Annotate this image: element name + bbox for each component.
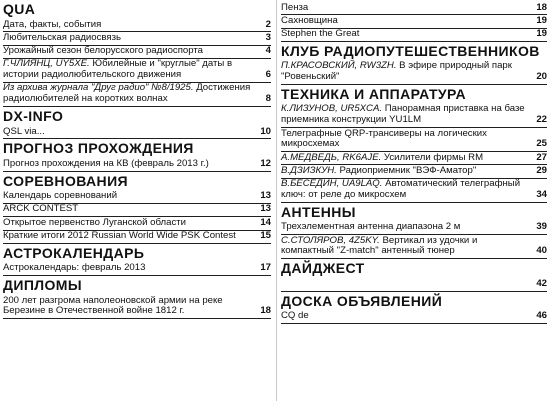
page-number: 19	[536, 14, 547, 26]
toc-entry[interactable]	[281, 152, 547, 165]
page-number: 14	[260, 216, 271, 228]
entry-text: Сахновщина	[281, 14, 338, 26]
toc-entry[interactable]	[3, 263, 271, 276]
page-number: 18	[260, 305, 271, 317]
entry-text: QSL via...	[3, 125, 45, 137]
section-title: СОРЕВНОВАНИЯ	[3, 172, 128, 189]
page-number: 2	[265, 18, 271, 30]
entry-text: В эфире природный парк "Ровеньский"	[281, 60, 512, 83]
toc-section	[281, 42, 547, 85]
entry-text: Календарь соревнований	[3, 190, 118, 202]
entry-text: Дата, факты, события	[3, 18, 102, 30]
page-number: 17	[260, 262, 271, 274]
toc-section	[3, 0, 271, 107]
toc-entry[interactable]	[3, 191, 271, 204]
section-title: DX-INFO	[3, 108, 64, 125]
toc-entry[interactable]	[3, 19, 271, 32]
entry-title	[3, 33, 253, 44]
page-number: 8	[265, 93, 271, 105]
entry-author: С.СТОЛЯРОВ, 4Z5KY.	[281, 234, 380, 246]
toc-section	[3, 139, 271, 171]
toc-entry[interactable]	[3, 83, 271, 107]
entry-text: Достижения радиолюбителей на коротких волнах	[3, 82, 251, 105]
toc-entry[interactable]	[3, 126, 271, 139]
entry-text: Астрокалендарь: февраль 2013	[3, 262, 146, 274]
entry-text: Stephen the Great	[281, 28, 360, 40]
entry-title	[281, 222, 529, 233]
entry-text: Трехэлементная антенна диапазона 2 м	[281, 221, 461, 233]
entry-text: Усилители фирмы RM	[381, 151, 484, 163]
section-title: ДИПЛОМЫ	[3, 277, 82, 294]
entry-text: ARCK CONTEST	[3, 203, 79, 215]
page-number: 27	[536, 151, 547, 163]
toc-section	[281, 0, 547, 42]
toc-entry[interactable]	[281, 235, 547, 259]
entry-title	[3, 191, 253, 202]
section-title: ПРОГНОЗ ПРОХОЖДЕНИЯ	[3, 140, 194, 157]
entry-text: Телеграфные QRP-трансиверы на логических микросхемах	[281, 127, 487, 150]
entry-author: В.ДЗИЗКУН.	[281, 164, 337, 176]
section-title: ДАЙДЖЕСТ	[281, 260, 365, 277]
toc-entry[interactable]	[3, 204, 271, 217]
toc-entry[interactable]	[281, 104, 547, 128]
page-number: 3	[265, 31, 271, 43]
toc-section	[281, 292, 547, 324]
page-number: 12	[260, 157, 271, 169]
entry-title	[3, 46, 253, 57]
entry-title	[3, 59, 253, 81]
page-number: 42	[536, 277, 547, 289]
toc-entry[interactable]	[281, 29, 547, 42]
entry-text: Вертикал из удочки и компактный "Z-match" антенный тюнер	[281, 234, 478, 257]
toc-entry[interactable]	[281, 179, 547, 203]
toc-entry[interactable]	[281, 128, 547, 152]
entry-text: Радиоприемник "ВЭФ-Аматор"	[336, 164, 477, 176]
entry-text: Юбилейные и "круглые" даты в истории радиолюбительского движения	[3, 58, 233, 81]
entry-title	[281, 236, 529, 258]
toc-entry[interactable]	[3, 231, 271, 244]
entry-text: Любительская радиосвязь	[3, 31, 121, 43]
entry-author: В.БЕСЕДИН, UA9LAQ.	[281, 178, 383, 190]
entry-title	[3, 218, 253, 229]
toc-entry[interactable]	[281, 311, 547, 324]
page-number: 40	[536, 245, 547, 257]
column-divider	[276, 0, 277, 401]
page-number: 6	[265, 69, 271, 81]
entry-title	[3, 296, 253, 318]
page-number: 13	[260, 203, 271, 215]
section-title: QUA	[3, 1, 36, 17]
page-number: 22	[536, 114, 547, 126]
entry-title	[3, 231, 253, 242]
entry-title	[281, 311, 529, 322]
entry-title	[281, 129, 529, 151]
toc-left-column	[3, 0, 271, 319]
entry-title	[281, 153, 529, 164]
page-number: 15	[260, 230, 271, 242]
entry-title	[281, 29, 529, 40]
entry-author: А.МЕДВЕДЬ, RK6AJE.	[281, 151, 382, 163]
entry-title	[281, 104, 529, 126]
section-title: ТЕХНИКА И АППАРАТУРА	[281, 85, 467, 102]
toc-entry[interactable]	[3, 295, 271, 319]
entry-text: Панорамная приставка на базе приемника конструкции YU1LM	[281, 103, 525, 126]
entry-title	[281, 16, 529, 27]
page-number: 46	[536, 310, 547, 322]
entry-text: Открытое первенство Луганской области	[3, 216, 187, 228]
toc-section	[281, 259, 547, 291]
page-number: 10	[260, 125, 271, 137]
toc-entry[interactable]	[3, 32, 271, 45]
entry-text: Пенза	[281, 1, 309, 13]
page-number: 19	[536, 28, 547, 40]
entry-author: Г.ЧЛИЯНЦ, UY5XE.	[3, 58, 90, 70]
page-number: 29	[536, 164, 547, 176]
entry-author: Из архива журнала "Друг радио" №8/1925.	[3, 82, 194, 94]
toc-entry[interactable]	[3, 158, 271, 171]
entry-title	[3, 263, 253, 274]
entry-text: CQ de	[281, 310, 309, 322]
toc-entry[interactable]	[3, 59, 271, 83]
entry-title	[281, 179, 529, 201]
entry-text: 200 лет разгрома наполеоновской армии на реке Березине в Отечественной войне 1812 г.	[3, 294, 223, 317]
toc-section	[281, 203, 547, 259]
toc-entry[interactable]	[281, 15, 547, 28]
page-number: 20	[536, 71, 547, 83]
toc-section	[3, 172, 271, 244]
page-number: 39	[536, 221, 547, 233]
entry-title	[281, 61, 529, 83]
page-number: 13	[260, 190, 271, 202]
toc-section	[3, 107, 271, 139]
entry-author: П.КРАСОВСКИЙ, RW3ZH.	[281, 60, 397, 72]
entry-title	[281, 166, 529, 177]
section-title: КЛУБ РАДИОПУТЕШЕСТВЕННИКОВ	[281, 42, 540, 59]
section-title: ДОСКА ОБЪЯВЛЕНИЙ	[281, 292, 443, 309]
page-number: 25	[536, 138, 547, 150]
toc-right-column	[281, 0, 547, 324]
toc-entry[interactable]	[281, 165, 547, 178]
toc-entry[interactable]	[3, 217, 271, 230]
entry-title	[3, 83, 253, 105]
toc-entry[interactable]	[3, 46, 271, 59]
entry-title	[3, 159, 253, 170]
toc-section	[3, 244, 271, 276]
entry-text: Урожайный сезон белорусского радиоспорта	[3, 45, 203, 57]
entry-author: К.ЛИЗУНОВ, UR5XCA.	[281, 103, 383, 115]
entry-text: Автоматический телеграфный ключ: от реле до микросхем	[281, 178, 521, 201]
entry-text: Прогноз прохождения на КВ (февраль 2013 г.)	[3, 157, 209, 169]
entry-text: Краткие итоги 2012 Russian World Wide PSK Contest	[3, 230, 236, 242]
toc-entry[interactable]	[281, 278, 547, 291]
entry-title	[3, 204, 253, 215]
toc-section	[281, 85, 547, 203]
page-number: 34	[536, 189, 547, 201]
entry-title	[3, 20, 253, 31]
page-number: 4	[265, 45, 271, 57]
toc-section	[3, 276, 271, 319]
toc-entry[interactable]	[281, 222, 547, 235]
toc-entry[interactable]	[281, 2, 547, 15]
section-title: АНТЕННЫ	[281, 203, 356, 220]
entry-title	[281, 3, 529, 14]
page-number: 18	[536, 1, 547, 13]
toc-entry[interactable]	[281, 61, 547, 85]
section-title: АСТРОКАЛЕНДАРЬ	[3, 244, 145, 261]
entry-title	[3, 127, 253, 138]
